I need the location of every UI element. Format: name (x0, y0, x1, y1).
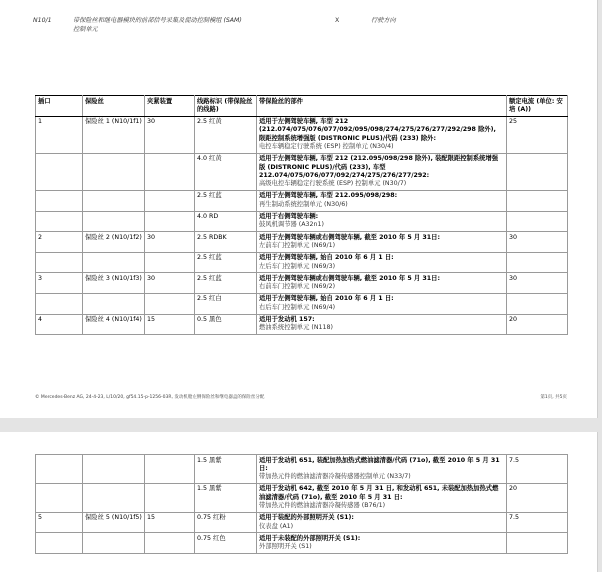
cell-parts (257, 116, 507, 153)
header-fuse: 保险丝 (83, 96, 145, 117)
cell-rated-current: 30 (507, 232, 568, 253)
cell-slot: 4 (36, 314, 83, 335)
cell-parts (257, 211, 507, 232)
header-wire: 线路标识 (带保险丝的线路) (195, 96, 257, 117)
cell-clamp: 15 (145, 314, 195, 335)
cell-wire: 2.5 RDBK (195, 232, 257, 253)
parts-condition: 适用于左侧驾驶车辆, 车型 212.095/098/298: (259, 192, 398, 200)
parts-component: 左后车门控制单元 (N69/3) (259, 262, 336, 270)
table-row (36, 252, 568, 273)
parts-condition: 适用于发动机 157: (259, 316, 315, 324)
cell-parts (257, 314, 507, 335)
cell-wire: 4.0 红黄 (195, 153, 257, 190)
table-row (36, 116, 568, 153)
parts-condition: 适用于左侧驾驶车辆或右侧驾驶车辆, 截至 2010 年 5 月 31日: (259, 274, 440, 282)
parts-component: 外部照明开关 (S1) (259, 543, 312, 551)
parts-condition: 适用于左侧驾驶车辆, 车型 212 (212.095/098/298 除外), 装配限距控制系统增强版 (DISTRONIC PLUS)/代码 (233), 车型 212.074/075/076/077/092/274/275/276/277/292: (259, 155, 499, 179)
parts-component: 仪表盘 (A1) (259, 522, 294, 530)
parts-component: 带加热元件的燃油滤清器冷凝传感器 (B76/1) (259, 501, 386, 509)
table-header-row (36, 96, 568, 117)
cell-slot: 3 (36, 273, 83, 294)
cell-clamp (145, 483, 195, 512)
cell-fuse: 保险丝 3 (N10/1f3) (83, 273, 145, 294)
cell-parts (257, 232, 507, 253)
cell-fuse: 保险丝 5 (N10/1f5) (83, 512, 145, 533)
parts-component: 高级电控车辆稳定行驶系统 (ESP) 控制单元 (N30/7) (259, 180, 407, 188)
cell-parts (257, 483, 507, 512)
cell-clamp: 30 (145, 232, 195, 253)
cell-parts (257, 293, 507, 314)
cell-parts (257, 252, 507, 273)
cell-slot: 5 (36, 512, 83, 533)
cell-slot (36, 211, 83, 232)
table-row (36, 232, 568, 253)
parts-condition: 适用于未装配的外部照明开关 (S1): (259, 534, 361, 542)
cell-rated-current: 20 (507, 483, 568, 512)
cell-rated-current (507, 190, 568, 211)
table-row (36, 190, 568, 211)
header-parts: 带保险丝的部件 (257, 96, 507, 117)
table-row (36, 314, 568, 335)
cell-fuse (83, 483, 145, 512)
cell-parts (257, 512, 507, 533)
cell-clamp (145, 211, 195, 232)
parts-component: 左前车门控制单元 (N69/1) (259, 241, 336, 249)
cell-wire: 0.75 红色 (195, 533, 257, 554)
cell-wire: 2.5 红黄 (195, 116, 257, 153)
cell-fuse (83, 190, 145, 211)
cell-wire: 0.5 黑色 (195, 314, 257, 335)
cell-fuse (83, 293, 145, 314)
cell-clamp (145, 293, 195, 314)
cell-rated-current (507, 153, 568, 190)
header-slot: 插口 (36, 96, 83, 117)
cell-wire: 2.5 红蓝 (195, 190, 257, 211)
footer-page-number: 第1页, 共5页 (540, 395, 567, 400)
cell-fuse: 保险丝 1 (N10/1f1) (83, 116, 145, 153)
cell-clamp (145, 252, 195, 273)
cell-parts (257, 273, 507, 294)
component-title (73, 16, 313, 34)
cell-wire: 2.5 红蓝 (195, 273, 257, 294)
cell-fuse (83, 153, 145, 190)
table-row (36, 211, 568, 232)
cell-fuse (83, 455, 145, 484)
parts-condition: 适用于发动机 651, 装配加热加热式燃油滤清器/代码 (71o), 截至 2010 年 5 月 31 日: (259, 456, 500, 472)
parts-condition: 适用于左侧驾驶车辆, 车型 212 (212.074/075/076/077/092/095/098/274/275/276/277/292/298 除外), 限距控制系统增强版 (DISTRONIC PLUS)/代码 (233) 除外: (259, 118, 496, 142)
table-row (36, 483, 568, 512)
parts-component: 燃油系统控制单元 (N118) (259, 324, 334, 332)
cell-rated-current: 20 (507, 314, 568, 335)
cell-wire: 2.5 红白 (195, 293, 257, 314)
parts-component: 带加热元件的燃油滤清器冷凝传感器控制单元 (N33/7) (259, 473, 411, 481)
cell-slot: 1 (36, 116, 83, 153)
cell-fuse (83, 252, 145, 273)
cell-wire: 1.5 黑紫 (195, 483, 257, 512)
table-row (36, 153, 568, 190)
parts-component: 右前车门控制单元 (N69/2) (259, 283, 336, 291)
parts-component: 电控车辆稳定行驶系统 (ESP) 控制单元 (N30/4) (259, 142, 394, 150)
cell-fuse: 保险丝 2 (N10/1f2) (83, 232, 145, 253)
parts-condition: 适用于左侧驾驶车辆, 始自 2010 年 6 月 1 日: (259, 295, 394, 303)
cell-wire: 4.0 RD (195, 211, 257, 232)
cell-wire: 1.5 黑紫 (195, 455, 257, 484)
cell-clamp (145, 153, 195, 190)
cell-slot (36, 190, 83, 211)
parts-condition: 适用于左侧驾驶车辆, 始自 2010 年 6 月 1 日: (259, 254, 394, 262)
cell-slot (36, 483, 83, 512)
table-row (36, 293, 568, 314)
cell-slot (36, 252, 83, 273)
table-row (36, 455, 568, 484)
cell-rated-current: 30 (507, 273, 568, 294)
component-title-line2: 控制单元 (73, 26, 98, 33)
parts-component: 鼓风机调节器 (A32n1) (259, 221, 325, 229)
component-title-line1: 带保险丝和继电器模块的前部信号采集及促动控制模组 (SAM) (73, 17, 242, 24)
parts-condition: 适用于装配的外部照明开关 (S1): (259, 514, 354, 522)
cell-slot: 2 (36, 232, 83, 253)
cell-rated-current: 7.5 (507, 455, 568, 484)
table-row (36, 273, 568, 294)
cell-slot (36, 455, 83, 484)
cell-fuse (83, 533, 145, 554)
footer-copyright: © Mercedes-Benz AG, 24-4-23, L/10/20, gf54.15-p-1256-03R, 发动机舱左侧保险丝和继电器盒的保险丝分配 (35, 395, 265, 400)
cell-parts (257, 190, 507, 211)
cell-rated-current (507, 533, 568, 554)
fuse-allocation-table (35, 95, 568, 335)
table-row (36, 533, 568, 554)
cell-rated-current: 7.5 (507, 512, 568, 533)
cell-clamp (145, 533, 195, 554)
cell-rated-current (507, 211, 568, 232)
cell-rated-current (507, 293, 568, 314)
cell-clamp: 15 (145, 512, 195, 533)
driving-direction-label: 行驶方向 (371, 17, 396, 24)
component-code: N10/1 (33, 17, 52, 24)
cell-clamp (145, 190, 195, 211)
table-row (36, 512, 568, 533)
cell-fuse (83, 211, 145, 232)
cross-marker: X (335, 17, 340, 24)
cell-parts (257, 455, 507, 484)
parts-condition: 适用于发动机 642, 截至 2010 年 5 月 31 日, 和发动机 651, 未装配加热加热式燃油滤清器/代码 (71o), 截至 2010 年 5 月 31 日: (259, 485, 499, 501)
parts-condition: 适用于左侧驾驶车辆或右侧驾驶车辆, 截至 2010 年 5 月 31日: (259, 233, 440, 241)
cell-wire: 0.75 红粉 (195, 512, 257, 533)
cell-slot (36, 293, 83, 314)
cell-slot (36, 533, 83, 554)
cell-rated-current (507, 252, 568, 273)
cell-slot (36, 153, 83, 190)
fuse-allocation-table-continued (35, 454, 568, 554)
cell-parts (257, 153, 507, 190)
parts-component: 再生制动系统控制单元 (N30/6) (259, 200, 348, 208)
header-clamp: 夹紧装置 (145, 96, 195, 117)
parts-condition: 适用于右侧驾驶车辆: (259, 213, 319, 221)
parts-component: 右后车门控制单元 (N69/4) (259, 303, 336, 311)
document-page-2 (0, 432, 598, 572)
cell-rated-current: 25 (507, 116, 568, 153)
cell-wire: 2.5 红蓝 (195, 252, 257, 273)
cell-parts (257, 533, 507, 554)
cell-clamp: 30 (145, 273, 195, 294)
cell-clamp: 30 (145, 116, 195, 153)
cell-fuse: 保险丝 4 (N10/1f4) (83, 314, 145, 335)
header-rated-current: 额定电流 (单位: 安培 (A)) (507, 96, 568, 117)
cell-clamp (145, 455, 195, 484)
